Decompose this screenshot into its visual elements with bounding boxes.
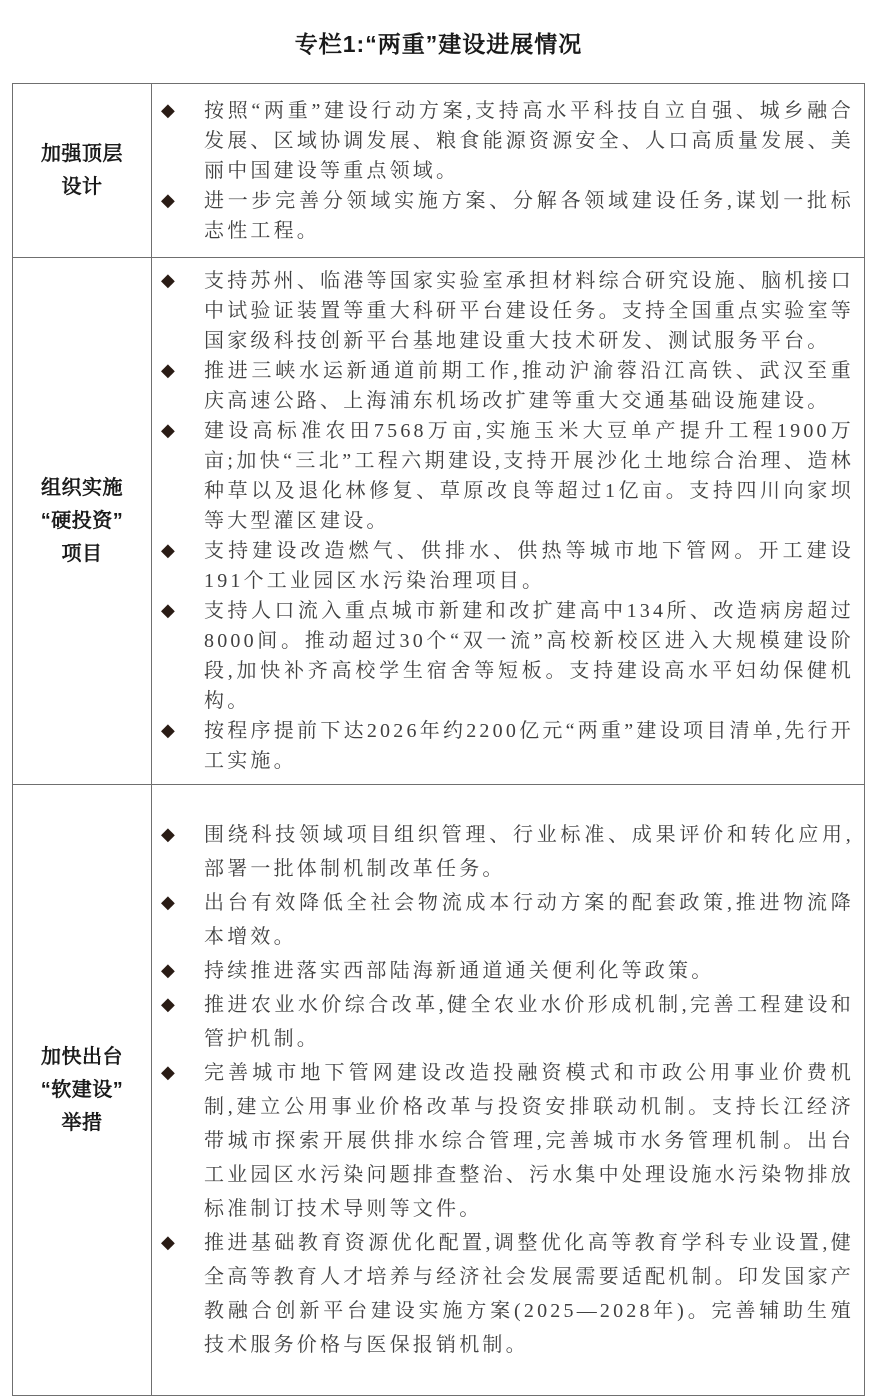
bullet-item-text: 支持苏州、临港等国家实验室承担材料综合研究设施、脑机接口中试验证装置等重大科研平台建设任务。支持全国重点实验室等国家级科技创新平台基地建设重大技术研发、测试服务平台。 <box>204 270 854 352</box>
row-label-line: 加快出台 <box>41 1045 123 1068</box>
diamond-bullet-icon: ◆ <box>161 824 175 845</box>
diamond-bullet-icon: ◆ <box>161 1062 175 1083</box>
bullet-item <box>152 356 854 416</box>
bullet-item <box>152 186 854 246</box>
diamond-bullet-icon: ◆ <box>161 600 175 621</box>
row-content-hard-investment-projects <box>152 258 865 785</box>
bullet-item-text: 支持建设改造燃气、供排水、供热等城市地下管网。开工建设191个工业园区水污染治理项目。 <box>204 540 854 592</box>
row-label-line: 设计 <box>61 175 103 198</box>
bullet-item <box>152 536 854 596</box>
bullet-item-text: 支持人口流入重点城市新建和改扩建高中134所、改造病房超过8000间。推动超过30个“双一流”高校新校区进入大规模建设阶段,加快补齐高校学生宿舍等短板。支持建设高水平妇幼保健机构。 <box>204 600 854 712</box>
table-row-top-level-design <box>13 84 865 258</box>
row-label-line: 加强顶层 <box>41 142 123 165</box>
row-label-line: 举措 <box>61 1111 103 1134</box>
diamond-bullet-icon: ◆ <box>161 360 175 381</box>
bullet-item-text: 持续推进落实西部陆海新通道通关便利化等政策。 <box>204 960 715 982</box>
diamond-bullet-icon: ◆ <box>161 720 175 741</box>
diamond-bullet-icon: ◆ <box>161 99 175 121</box>
diamond-bullet-icon: ◆ <box>161 189 175 211</box>
row-label-top-level-design <box>13 84 152 258</box>
page-title: 专栏1:“两重”建设进展情况 <box>294 31 583 57</box>
table-row-hard-investment-projects <box>13 258 865 785</box>
row-label-line: “硬投资” <box>40 509 124 532</box>
bullet-item-text: 建设高标准农田7568万亩,实施玉米大豆单产提升工程1900万亩;加快“三北”工程六期建设,支持开展沙化土地综合治理、造林种草以及退化林修复、草原改良等超过1亿亩。支持四川向家坝等大型灌区建设。 <box>204 420 854 532</box>
row-label-line: 组织实施 <box>41 476 123 499</box>
bullet-item <box>152 1226 854 1362</box>
progress-table <box>12 83 865 1396</box>
bullet-item-text: 出台有效降低全社会物流成本行动方案的配套政策,推进物流降本增效。 <box>204 892 854 948</box>
bullet-item <box>152 416 854 536</box>
bullet-item <box>152 988 854 1056</box>
bullet-item-text: 推进基础教育资源优化配置,调整优化高等教育学科专业设置,健全高等教育人才培养与经济社会发展需要适配机制。印发国家产教融合创新平台建设实施方案(2025—2028年)。完善辅助生殖技术服务价格与医保报销机制。 <box>204 1232 854 1356</box>
diamond-bullet-icon: ◆ <box>161 1232 175 1253</box>
bullet-item-text: 推进三峡水运新通道前期工作,推动沪渝蓉沿江高铁、武汉至重庆高速公路、上海浦东机场改扩建等重大交通基础设施建设。 <box>204 360 854 412</box>
bullet-item <box>152 266 854 356</box>
diamond-bullet-icon: ◆ <box>161 994 175 1015</box>
diamond-bullet-icon: ◆ <box>161 892 175 913</box>
diamond-bullet-icon: ◆ <box>161 540 175 561</box>
row-label-hard-investment-projects <box>13 258 152 785</box>
bullet-item <box>152 886 854 954</box>
bullet-item <box>152 818 854 886</box>
bullet-item-text: 围绕科技领域项目组织管理、行业标准、成果评价和转化应用,部署一批体制机制改革任务。 <box>204 824 854 880</box>
bullet-item-text: 进一步完善分领域实施方案、分解各领域建设任务,谋划一批标志性工程。 <box>204 189 854 242</box>
row-content-soft-construction-measures <box>152 785 865 1396</box>
row-content-top-level-design <box>152 84 865 258</box>
table-row-soft-construction-measures <box>13 785 865 1396</box>
bullet-item-text: 按程序提前下达2026年约2200亿元“两重”建设项目清单,先行开工实施。 <box>204 720 854 772</box>
bullet-item <box>152 954 854 988</box>
bullet-item-text: 完善城市地下管网建设改造投融资模式和市政公用事业价费机制,建立公用事业价格改革与投资安排联动机制。支持长江经济带城市探索开展供排水综合管理,完善城市水务管理机制。出台工业园区水污染问题排查整治、污水集中处理设施水污染物排放标准制订技术导则等文件。 <box>204 1062 854 1220</box>
bullet-item <box>152 1056 854 1226</box>
diamond-bullet-icon: ◆ <box>161 960 175 981</box>
bullet-item-text: 按照“两重”建设行动方案,支持高水平科技自立自强、城乡融合发展、区域协调发展、粮食能源资源安全、人口高质量发展、美丽中国建设等重点领域。 <box>204 99 854 182</box>
row-label-line: “软建设” <box>40 1078 124 1101</box>
bullet-item <box>152 596 854 716</box>
diamond-bullet-icon: ◆ <box>161 420 175 441</box>
row-label-soft-construction-measures <box>13 785 152 1396</box>
row-label-line: 项目 <box>61 542 103 565</box>
bullet-item <box>152 716 854 776</box>
bullet-item-text: 推进农业水价综合改革,健全农业水价形成机制,完善工程建设和管护机制。 <box>204 994 854 1050</box>
bullet-item <box>152 96 854 186</box>
diamond-bullet-icon: ◆ <box>161 270 175 291</box>
